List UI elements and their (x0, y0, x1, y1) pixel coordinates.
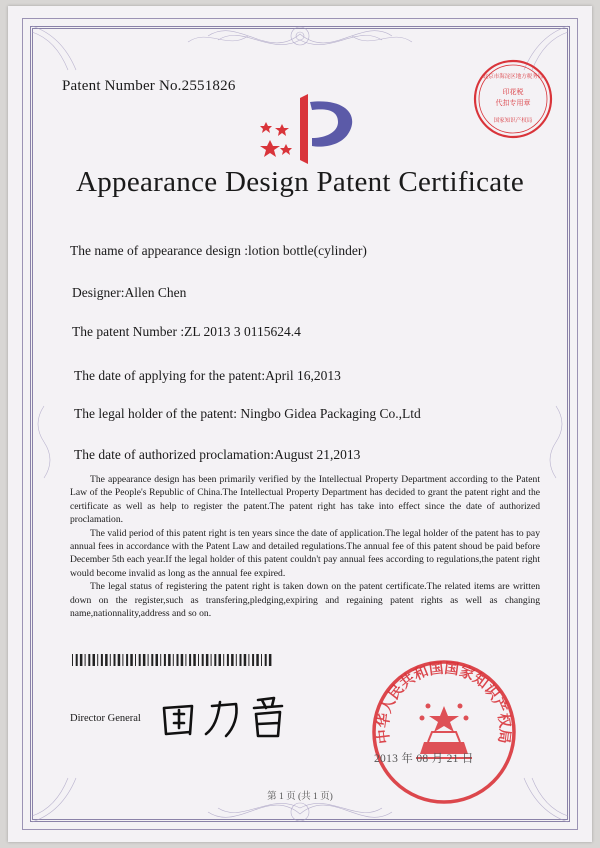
barcode-bar (139, 654, 141, 666)
seal-date: 2013 年 08 月 21 日 (374, 753, 474, 765)
barcode-bar (248, 654, 249, 666)
page-number-note: 第 1 页 (共 1 页) (267, 792, 333, 802)
paragraph-legal-status: The legal status of registering the patent right is taken down on the patent certificate.The related items are written down on the register,such as transfering,pledging,expiring and regaining patent rights as well as changing name,nationnality,address and so on. (70, 581, 540, 620)
legal-holder-field: The legal holder of the patent: Ningbo Gidea Packaging Co.,Ltd (74, 406, 421, 421)
barcode-bar (256, 654, 259, 666)
barcode-bar (101, 654, 103, 666)
barcode-bar (198, 654, 199, 666)
barcode-bar (148, 654, 149, 666)
barcode-bar (114, 654, 116, 666)
apply-date-field: The date of applying for the patent:April 16,2013 (74, 368, 341, 383)
svg-text:代扣专用章: 代扣专用章 (495, 99, 531, 107)
barcode-bar (269, 654, 272, 666)
barcode-bar (72, 654, 73, 666)
barcode-bar (156, 654, 159, 666)
designer-field: Designer:Allen Chen (72, 285, 187, 300)
barcode-bar (143, 654, 146, 666)
barcode-bar (219, 654, 222, 666)
patent-number: Patent Number No.2551826 (62, 78, 236, 94)
barcode-bar (223, 654, 224, 666)
barcode-bar (76, 654, 78, 666)
patent-office-logo (256, 88, 366, 168)
barcode-bar (168, 654, 171, 666)
certificate-page (8, 6, 592, 842)
barcode-bar (130, 654, 133, 666)
barcode-bar (164, 654, 166, 666)
barcode-bar (189, 654, 191, 666)
barcode-bar (185, 654, 186, 666)
tax-seal-stamp (472, 58, 554, 140)
barcode-bar (227, 654, 229, 666)
barcode-bar (244, 654, 247, 666)
authorized-date-field: The date of authorized proclamation:August 21,2013 (74, 447, 361, 462)
barcode-bar (118, 654, 121, 666)
svg-text:印花税: 印花税 (502, 88, 524, 96)
barcode-bar (105, 654, 108, 666)
barcode-bar (110, 654, 111, 666)
svg-text:中华人民共和国国家知识产权局: 中华人民共和国国家知识产权局 (375, 660, 513, 745)
paragraph-validity: The valid period of this patent right is ten years since the date of application.The legal holder of the patent has to pay annual fees in accordance with the Patent Law and detailed regulations.The annual fee of this patent shoud be paid before December 5th each year.If the legal holder of this patent couldn't pay annual fees according to regulations,the patent right would become invalid as long as the annual fee expired. (70, 527, 540, 579)
design-name-field: The name of appearance design :lotion bottle(cylinder) (70, 243, 367, 258)
barcode-bar (214, 654, 216, 666)
barcode-bar (122, 654, 123, 666)
barcode (72, 654, 272, 666)
barcode-bar (206, 654, 209, 666)
barcode-bar (97, 654, 98, 666)
director-signature (154, 690, 314, 742)
barcode-bar (80, 654, 83, 666)
barcode-bar (173, 654, 174, 666)
svg-text:北京市海淀区地方税务局: 北京市海淀区地方税务局 (482, 74, 544, 80)
barcode-bar (240, 654, 242, 666)
barcode-bar (265, 654, 267, 666)
director-general-label: Director General (70, 713, 141, 724)
barcode-bar (252, 654, 254, 666)
barcode-bar (202, 654, 204, 666)
barcode-bar (126, 654, 128, 666)
barcode-bar (193, 654, 196, 666)
national-ip-office-seal (370, 658, 518, 806)
barcode-bar (231, 654, 234, 666)
svg-text:国家知识产权局: 国家知识产权局 (493, 118, 533, 124)
barcode-bar (85, 654, 86, 666)
barcode-bar (151, 654, 153, 666)
barcode-bar (236, 654, 237, 666)
paragraph-verification: The appearance design has been primarily verified by the Intellectual Property Department according to the Patent Law of the People's Republic of China.The Intellectual Property Department has decided to grant the patent right and the certificate as well as help to register the patent.The patent right has take into effect since the date of authorized proclamation. (70, 474, 540, 526)
barcode-bar (93, 654, 96, 666)
barcode-bar (88, 654, 90, 666)
barcode-bar (261, 654, 262, 666)
patent-number-field: The patent Number :ZL 2013 3 0115624.4 (72, 324, 301, 339)
certificate-body (70, 473, 540, 620)
barcode-bar (160, 654, 161, 666)
barcode-bar (135, 654, 136, 666)
barcode-bar (211, 654, 212, 666)
certificate-title: Appearance Design Patent Certificate (75, 166, 525, 198)
barcode-bar (181, 654, 184, 666)
barcode-bar (177, 654, 179, 666)
